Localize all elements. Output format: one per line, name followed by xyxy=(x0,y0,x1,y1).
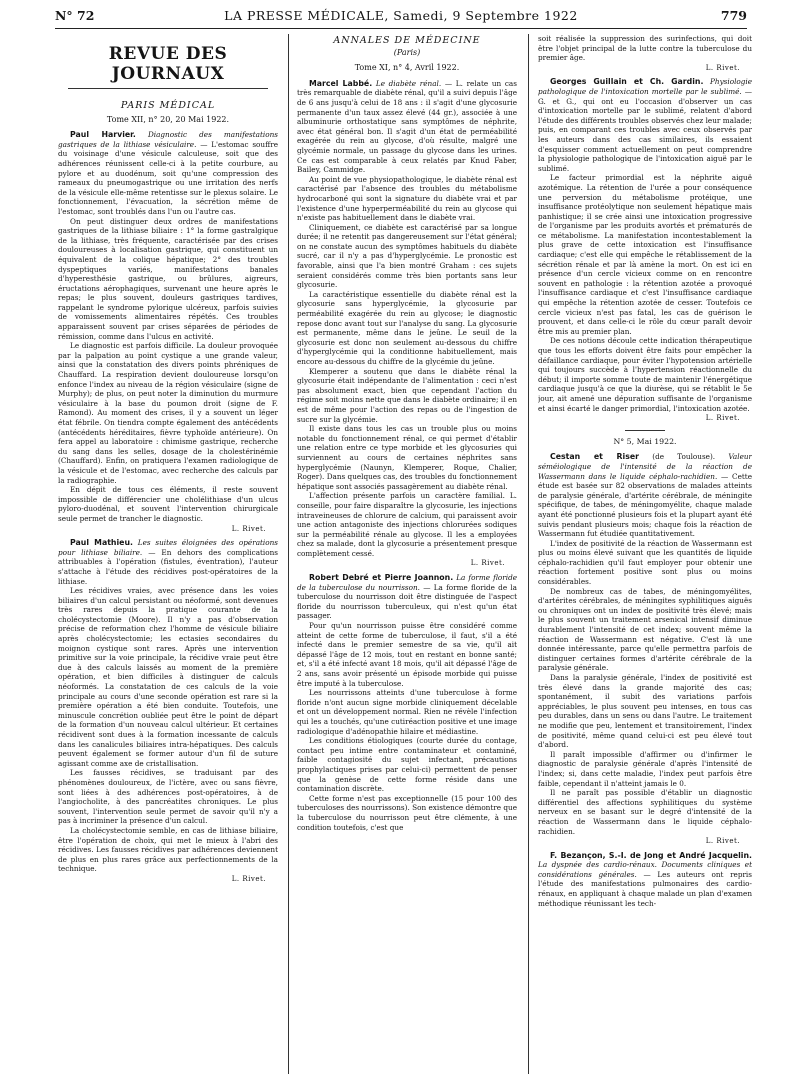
article-text: — G. et G., qui ont eu l'occasion d'observer un cas d'intoxication mortelle par le sublimé, relatent d'abord l'étude des différents troubles observés chez leur malade; puis, en comparant ces troubles avec ceux observés par les auteurs dans des cas similaires, ils essaient d'esquisser comment actuellement on peut comprendre la physiologie pathologique de l'intoxication aiguë par le sublimé. xyxy=(538,86,752,173)
article-paragraph: De nombreux cas de tabes, de méningomyélites, d'artérites cérébrales, de méningites syphilitiques aiguës ou chroniques ont un index de positivité très élevé; mais le plus souvent un traitement arsenical intensif diminue durablement l'intensité de cet index; souvent même la réaction de Wassermann est négative. C'est là une donnée intéressante, parce qu'elle permettra parfois de distinguer certaines formes d'artérite cérébrale de la paralysie générale. xyxy=(538,586,752,673)
article-paragraph: Les récidives vraies, avec présence dans les voies biliaires d'un calcul persistant ou néoformé, sont devenues très rares depuis la pratique courante de la cholécystectomie (Moore). Il n'y a pas d'observation précise de reformation chez l'homme de vésicule biliaire après cholécystectomie; les ectasies secondaires du moignon cystique sont rares. Après une intervention primitive sur la voie principale, la récidive vraie peut être due à des calculs laissés au moment de la première opération, et bien difficiles à distinguer de calculs néoformés. La constatation de ces calculs de la voie principale au cours d'une seconde opération est rare si la première opération a été bien conduite. Toutefois, une minuscule concrétion oubliée peut être le point de départ de la formation d'un nouveau calcul ultérieur. Et certaines récidivent sont dues à la formation incessante de calculs dans les canalicules biliaires intra-hépatiques. Des calculs peuvent également se former autour d'un fil de suture agissant comme axe de cristallisation. xyxy=(58,586,278,768)
article-author: Georges Guillain et Ch. Gardin. xyxy=(550,77,704,87)
article xyxy=(58,130,278,534)
article-title: Valeur séméiologique de l'intensité de la réaction de Wassermann dans le liquide céphalo-rachidien. xyxy=(538,452,752,481)
journal-issue: Tome XI, n° 4, Avril 1922. xyxy=(354,63,460,73)
column-2 xyxy=(297,34,517,1076)
column-divider xyxy=(528,34,529,1074)
article-paragraph: L'index de positivité de la réaction de Wassermann est plus ou moins élevé suivant que les quantités de liquide céphalo-rachidien qu'il faut employer pour obtenir une réaction fortement positive sont plus ou moins considérables. xyxy=(538,538,752,587)
article xyxy=(297,573,517,832)
column-divider xyxy=(288,34,289,1074)
article-paragraph: Les conditions étiologiques (courte durée du contage, contact peu intime entre contaminateur et contaminé, faible contagiosité du sujet infectant, précautions prophylactiques prises par celui-ci) permettent de penser que la genèse de cette forme réside dans une contamination discrète. xyxy=(297,736,517,794)
column-1 xyxy=(58,34,278,1076)
article-signature: L. Rivet. xyxy=(470,559,505,568)
article-signature: L. Rivet. xyxy=(705,414,740,423)
article-author: Paul Mathieu. xyxy=(70,538,133,548)
article-author: Cestan et Riser xyxy=(550,452,639,462)
author-location: (de Toulouse). xyxy=(652,452,716,462)
section-separator xyxy=(625,430,665,431)
article-paragraph: La cholécystectomie semble, en cas de lithiase biliaire, être l'opération de choix, qui met le mieux à l'abri des récidives. Les fausses récidives par adhérences deviennent de plus en plus rares grâce aux perfectionnements de la technique. xyxy=(58,825,278,874)
column-3 xyxy=(538,34,752,1076)
article-text: — Les auteurs ont repris l'étude des manifestations pulmonaires des cardio-rénaux, en appliquant à chaque malade un plan d'examen méthodique réunissant les tech- xyxy=(538,869,752,908)
article-text: — La forme floride de la tuberculose du nourrisson doit être distinguée de l'aspect floride du nourrisson tuberculeux, qui n'est qu'un état passager. xyxy=(297,582,517,621)
article xyxy=(538,851,752,909)
article-author: Robert Debré et Pierre Joannon. xyxy=(309,573,454,583)
article-author: Paul Harvier. xyxy=(70,130,136,140)
journal-issue: Tome XII, n° 20, 20 Mai 1922. xyxy=(106,114,230,124)
article-title: Le diabète rénal. xyxy=(375,78,442,88)
article-title: Physiologie pathologique de l'intoxication mortelle par le sublimé. xyxy=(538,77,752,96)
issue-number: N° 72 xyxy=(55,8,95,23)
header-rule xyxy=(55,28,747,29)
article-text: — L'estomac souffre du voisinage d'une vésicule calculeuse, soit que des adhérences réunissent celle-ci à la petite courbure, au pylore et au duodénum, soit qu'une compression des rameaux du pneumogastrique ou une irritation des nerfs de la vésicule elle-même retentisse sur le plexus solaire. Le fonctionnement, l'évacuation, la sécrétion même de l'estomac, sont troublés dans l'un ou l'autre cas. xyxy=(58,139,278,216)
article-signature: L. Rivet. xyxy=(231,874,266,883)
article-paragraph: Dans la paralysie générale, l'index de positivité est très élevé dans la grande majorité des cas; spontanément, il subit des variations parfois appréciables, le plus souvent peu intenses, en tous cas peu durables, dans un sens ou dans l'autre. Le traitement ne modifie que peu, lentement et transitoirement, l'index de positivité, même quand celui-ci est peu élevé tout d'abord. xyxy=(538,673,752,750)
article-text: — En dehors des complications attribuables à l'opération (fistules, éventration), l'auteur s'attache à l'étude des récidives post-opératoires de la lithiase. xyxy=(58,547,278,586)
article-paragraph: Cette forme n'est pas exceptionnelle (15 pour 100 des tuberculoses des nourrissons). Son existence démontre que la tuberculose du nourrisson peut être clémente, à une condition toutefois, c'est que xyxy=(297,793,517,832)
page-number: 779 xyxy=(720,8,747,23)
article xyxy=(538,452,752,846)
article xyxy=(58,538,278,884)
article-paragraph: L'affection présente parfois un caractère familial. L. conseille, pour faire disparaître la glycosurie, les injections intraveineuses de chlorure de calcium, qui paraissent avoir une action antagoniste des injections chlorurées sodiques sur la perméabilité rénale au glycose. Il les a employées chez sa malade, dont la glycosurie a présentement presque complètement cessé. xyxy=(297,491,517,558)
article-text: — Cette étude est basée sur 82 observations de malades atteints de paralysie générale, d'artérite cérébrale, de méningite spécifique, de tabes, de méningomyélite, chaque malade ayant été ponctionné plusieurs fois et la plupart ayant été suivis pendant plusieurs mois; chaque fois la réaction de Wassermann fut étudiée quantitativement. xyxy=(538,471,752,539)
article-paragraph: On peut distinguer deux ordres de manifestations gastriques de la lithiase biliaire : 1° la forme gastralgique de la lithiase, très fréquente, caractérisée par des crises douloureuses à localisation gastrique, qui constituent un équivalent de la colique hépatique; 2° des troubles dyspeptiques variés, manifestations banales d'hyperesthésie gastrique, ou brûlures, aigreurs, éructations aérophagiques, survenant une heure après le repas; le plus souvent, douleurs gastriques tardives, rappelant le syndrome pylorique ulcéreux, parfois suivies de vomissements alimentaires répétés. Ces troubles apparaissent souvent par crises séparées de périodes de rémission, comme dans l'ulcus en activité. xyxy=(58,216,278,341)
article-paragraph: Il paraît impossible d'affirmer ou d'infirmer le diagnostic de paralysie générale d'après l'intensité de l'index; si, dans cette maladie, l'index peut parfois être faible, cependant il n'atteint jamais le 0. xyxy=(538,749,752,788)
article-paragraph: Cliniquement, ce diabète est caractérisé par sa longue durée; il ne retentit pas dangereusement sur l'état général; on ne constate aucun des symptômes habituels du diabète sucré, car il n'y a pas d'hyperglycémie. Le pronostic est favorable, ainsi que l'a bien montré Graham : ces sujets seraient considérés comme très bien portants sans leur glycosurie. xyxy=(297,222,517,290)
article-paragraph: De ces notions découle cette indication thérapeutique que tous les efforts doivent être faits pour empêcher la défaillance cardiaque, pour éviter l'hypotension artérielle qui toujours succède à l'hypertension réactionnelle du début; il importe somme toute de maintenir l'énergétique cardiaque jusqu'à ce que la diurèse, qui se rétablit le 5e jour, ait amené une dépuration suffisante de l'organisme et ainsi écarté le danger primordial, l'intoxication azotée. xyxy=(538,336,752,413)
article-author: F. Bezançon, S.-I. de Jong et André Jacquelin. xyxy=(550,850,752,860)
article-paragraph: Le facteur primordial est la néphrite aiguë azotémique. La rétention de l'urée a pour conséquence une perversion du métabolisme protéique, une insuffisance protéolytique non seulement hépatique mais panhistique; il se crée ainsi une intoxication progressive de l'organisme par les produits avortés et prématurés de ce métabolisme. La manifestation incontestablement la plus grave de cette intoxication est l'insuffisance cardiaque; c'est elle qui empêche le rétablissement de la sécrétion rénale et par là amène la mort. On est ici en présence d'un cercle vicieux comme on en rencontre souvent en pathologie : la rétention azotée a provoqué l'insuffisance cardiaque et c'est l'insuffisance cardiaque qui empêche la rétention azotée de cesser. Toutefois ce cercle vicieux n'est pas fatal, les cas de guérison le prouvent, et dans celle-ci le rôle du cœur paraît devoir être mis au premier plan. xyxy=(538,173,752,336)
heading-rule xyxy=(68,88,268,89)
article-text: — L. relate un cas très remarquable de diabète rénal, qu'il a suivi depuis l'âge de 6 ans jusqu'à celui de 18 ans : il s'agit d'une glycosurie permanente d'un taux assez élevé (44 gr.), associée à une albuminurie orthostatique sans symptômes de néphrite, avec état général bon. Il s'agit d'un état de perméabilité exagérée du rein au glycose, d'où résulte, malgré une glycémie normale, un passage du glycose dans les urines. Ce cas est comparable à ceux relatés par Knud Faber, Bailey, Cammidge. xyxy=(297,78,517,175)
article-paragraph: Il ne paraît pas possible d'établir un diagnostic différentiel des affections syphilitiques du système nerveux en se basant sur le degré d'intensité de la réaction de Wassermann dans le liquide céphalo-rachidien. xyxy=(538,788,752,836)
journal-city: (Paris) xyxy=(393,47,421,57)
article-paragraph: La caractéristique essentielle du diabète rénal est la glycosurie sans hyperglycémie, la glycosurie par perméabilité exagérée du rein au glycose; le diagnostic repose donc avant tout sur l'analyse du sang. La glycosurie est permanente, même dans le jeûne. Le seuil de la glycosurie est donc non seulement au-dessous du chiffre d'hyperglycémie qui la conditionne habituellement, mais encore au-dessous du chiffre de la glycémie du jeûne. xyxy=(297,289,517,366)
article-signature: L. Rivet. xyxy=(705,837,740,846)
article-paragraph: Les fausses récidives, se traduisant par des phénomènes douloureux, de l'ictère, avec ou sans fièvre, sont liées à des adhérences post-opératoires, à de l'angiocholite, à des pancréatites chroniques. Le plus souvent, l'intervention seule permet de savoir qu'il n'y a pas à incriminer la présence d'un calcul. xyxy=(58,768,278,826)
journal-name: ANNALES DE MÉDECINE xyxy=(333,35,481,46)
article-title: Diagnostic des manifestations gastriques de la lithiase vésiculaire. xyxy=(58,130,278,149)
journal-issue: N° 5, Mai 1922. xyxy=(613,436,677,446)
article-paragraph: Il existe dans tous les cas un trouble plus ou moins notable du fonctionnement rénal, ce qui permet d'établir une relation entre ce type morbide et les glycosuries qui surviennent au cours de certaines néphrites sans hyperglycémie (Naunyn, Klemperer, Roque, Chalier, Roger). Dans quelques cas, des troubles du fonctionnement hépatique sont associés passagèrement au diabète rénal. xyxy=(297,424,517,491)
section-heading: REVUE DES JOURNAUX xyxy=(108,44,228,84)
article-signature: L. Rivet. xyxy=(705,63,740,72)
article-paragraph: En dépit de tous ces éléments, il reste souvent impossible de différencier une cholélithiase d'un ulcus pyloro-duodénal, et souvent l'intervention chirurgicale seule permet de trancher le diagnostic. xyxy=(58,485,278,523)
publication-title: LA PRESSE MÉDICALE, Samedi, 9 Septembre 1922 xyxy=(224,8,578,23)
article-title: Les suites éloignées des opérations pour lithiase biliaire. xyxy=(58,538,278,557)
article-paragraph: Klemperer a soutenu que dans le diabète rénal la glycosurie était indépendante de l'alimentation : ceci n'est pas absolument exact, bien que cependant l'action du régime soit moins nette que dans le diabète ordinaire; il en est de même pour l'action des repas ou de l'ingestion de sucre sur la glycémie. xyxy=(297,366,517,424)
article-paragraph: Pour qu'un nourrisson puisse être considéré comme atteint de cette forme de tuberculose, il faut, s'il a été infecté dans le premier semestre de sa vie, qu'il ait dépassé l'âge de 12 mois, tout en restant en bonne santé; et, s'il a été infecté avant 18 mois, qu'il ait dépassé l'âge de 2 ans, sans avoir présenté un épisode morbide qui puisse être imputé à la tuberculose. xyxy=(297,621,517,688)
journal-name: PARIS MÉDICAL xyxy=(120,100,216,111)
article xyxy=(538,77,752,423)
article-author: Marcel Labbé. xyxy=(309,78,373,88)
article xyxy=(297,79,517,569)
article-paragraph: Le diagnostic est parfois difficile. La douleur provoquée par la palpation au point cystique a une grande valeur, ainsi que la constatation des divers points phréniques de Chauffard. La respiration devient douloureuse lorsqu'on enfonce l'index au niveau de la région vésiculaire (signe de Murphy); de plus, on peut noter la diminution du murmure vésiculaire à la base du poumon droit (signe de F. Ramond). Au moment des crises, il y a souvent un léger état fébrile. On tiendra compte également des antécédents (antécédents héréditaires, fièvre typhoïde antérieure). On fera appel au laboratoire : chimisme gastrique, recherche du sang dans les selles, dosage de la cholestérinémie (Chauffard). Enfin, on pratiquera l'examen radiologique de la vésicule et de l'estomac, avec recherche des calculs par la radiographie. xyxy=(58,341,278,485)
article-paragraph: Les nourrissons atteints d'une tuberculose à forme floride n'ont aucun signe morbide cliniquement décelable et ont un développement normal. Rien ne révèle l'infection qui les a touchés, qu'une cutiréaction positive et une image radiologique d'adénopathie hilaire et médiastine. xyxy=(297,688,517,736)
article-title: La forme floride de la tuberculose du nourrisson. xyxy=(297,573,517,592)
page-header xyxy=(55,8,747,26)
article-continuation: soit réalisée la suppression des surinfections, qui doit être l'objet principal de la lutte contre la tuberculose du premier âge. xyxy=(538,34,752,63)
article-signature: L. Rivet. xyxy=(231,524,266,533)
article-paragraph: Au point de vue physiopathologique, le diabète rénal est caractérisé par l'absence des troubles du métabolisme hydrocarboné qui sont la signature du diabète vrai et par l'existence d'une hyperperméabilité du rein au glycose qui n'existe pas habituellement dans le diabète vrai. xyxy=(297,174,517,223)
article-title: La dyspnée des cardio-rénaux. Documents cliniques et considérations générales. xyxy=(538,860,752,879)
